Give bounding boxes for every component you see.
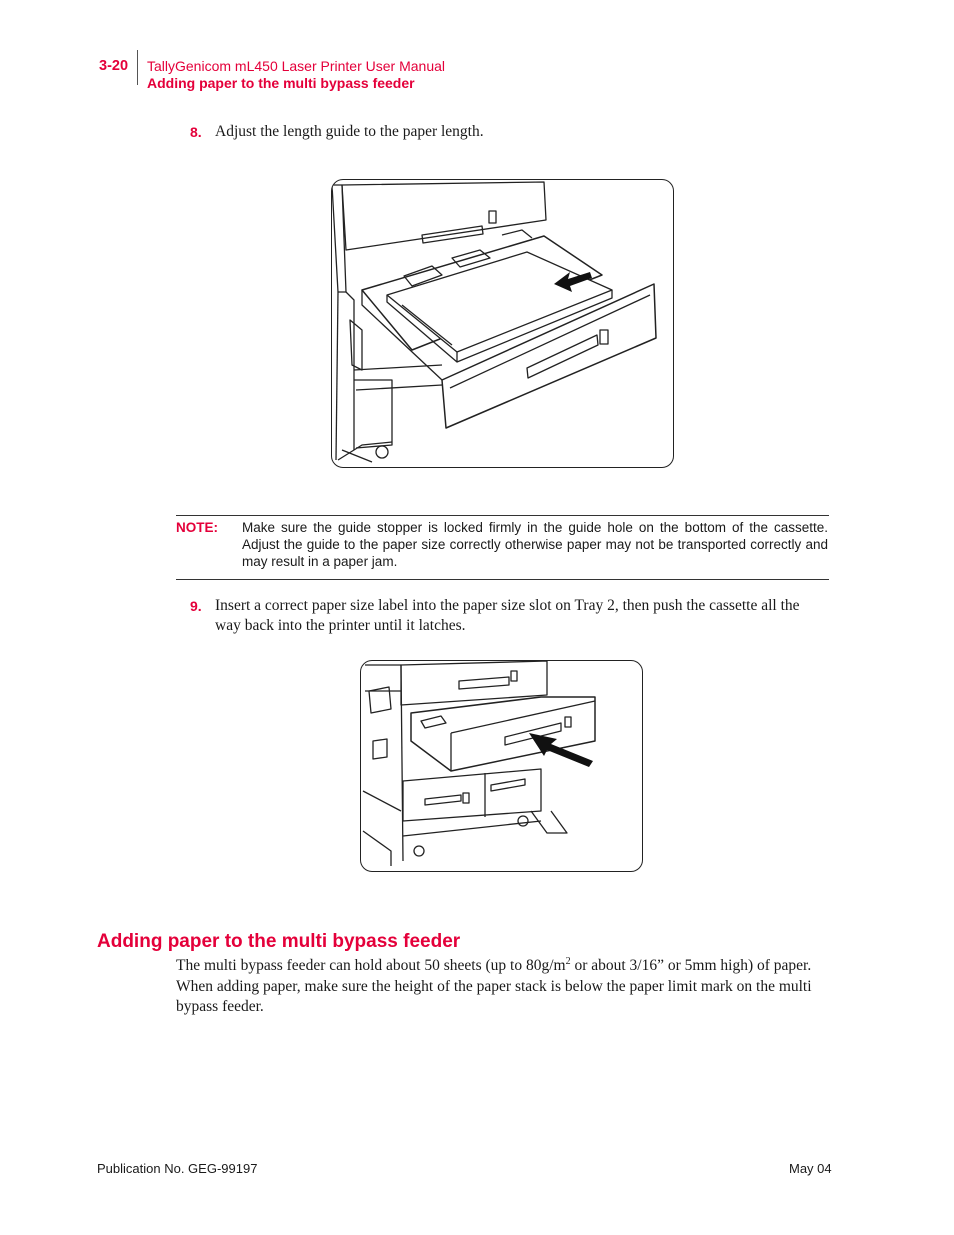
page-number: 3-20 [99, 58, 129, 74]
step-text: Adjust the length guide to the paper length. [215, 123, 484, 140]
publication-date: May 04 [789, 1161, 832, 1176]
paragraph-text-part-1: The multi bypass feeder can hold about 50 sheets (up to 80g/m [176, 957, 566, 974]
note-top-rule [176, 515, 829, 516]
note-text: Make sure the guide stopper is locked firmly in the guide hole on the bottom of the cassette. Adjust the guide to the paper size correctly otherwise paper may not be transported correctly and may result in a paper jam. [242, 520, 828, 569]
publication-number: Publication No. GEG-99197 [97, 1161, 258, 1176]
step-8 [190, 122, 830, 144]
paragraph-text-part-2: or about 3/16” or 5mm high) of paper. When adding paper, make sure the height of the paper stack is below the paper limit mark on the multi bypass feeder. [176, 957, 812, 1015]
printer-drawer-open-illustration [332, 180, 673, 467]
printer-drawer-close-illustration [361, 661, 642, 871]
manual-title: TallyGenicom mL450 Laser Printer User Manual [147, 58, 446, 74]
header-divider [137, 50, 138, 85]
step-9 [190, 596, 830, 638]
figure-adjust-length-guide [331, 179, 674, 468]
superscript: 2 [565, 955, 571, 967]
section-paragraph [176, 956, 830, 1018]
note-label: NOTE: [176, 520, 218, 535]
step-text: Insert a correct paper size label into the paper size slot on Tray 2, then push the cassette all the way back into the printer until it latches. [215, 597, 800, 634]
step-number: 9. [190, 598, 202, 614]
note-bottom-rule [176, 579, 829, 580]
header-section-title: Adding paper to the multi bypass feeder [147, 75, 415, 91]
step-number: 8. [190, 124, 202, 140]
figure-push-cassette [360, 660, 643, 872]
section-heading: Adding paper to the multi bypass feeder [97, 931, 461, 952]
